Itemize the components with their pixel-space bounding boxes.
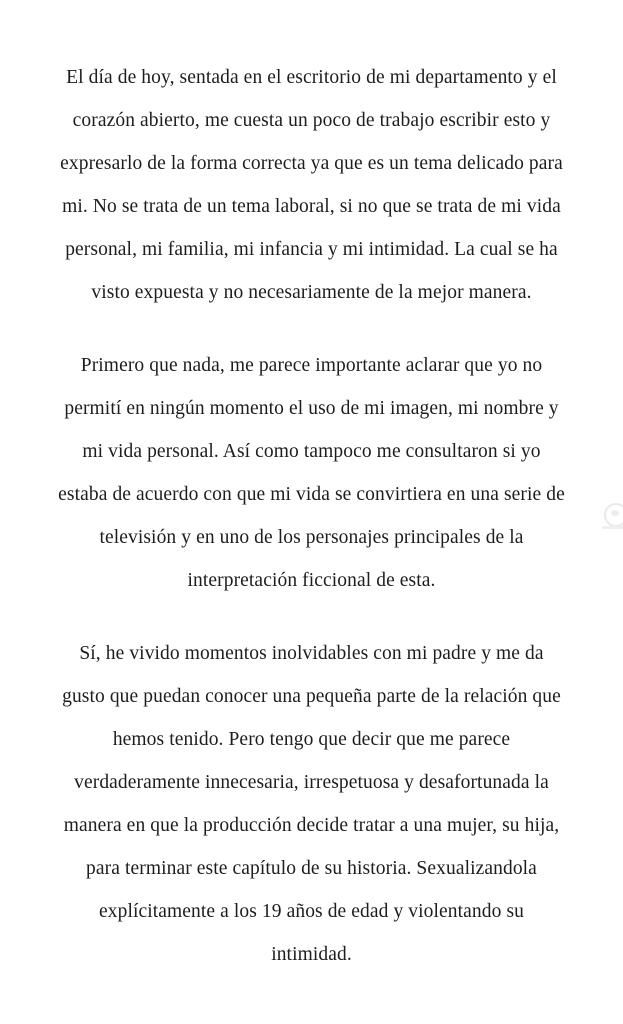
faint-badge-icon [604,503,623,529]
paragraph-2: Primero que nada, me parece importante aclarar que yo no permití en ningún momento el uso de mi imagen, mi nombre y mi vida personal. Así como tampoco me consultaron si yo estaba de acuerdo con que mi vida se convirtiera en una serie de televisión y en uno de los personajes principales de la interpretación ficcional de esta. [58,355,565,591]
statement-text [58,56,566,976]
badge-base [602,526,623,529]
paragraph-3: Sí, he vivido momentos inolvidables con mi padre y me da gusto que puedan conocer una pequeña parte de la relación que hemos tenido. Pero tengo que decir que me parece verdaderamente innecesaria, irrespetuosa y desafortunada la manera en que la producción decide tratar a una mujer, su hija, para terminar este capítulo de su historia. Sexualizandola explícitamente a los 19 años de edad y violentando su intimidad. [62,643,561,965]
paragraph-1: El día de hoy, sentada en el escritorio de mi departamento y el corazón abierto, me cuesta un poco de trabajo escribir esto y expresarlo de la forma correcta ya que es un tema delicado para mi. No se trata de un tema laboral, si no que se trata de mi vida personal, mi familia, mi infancia y mi intimidad. La cual se ha visto expuesta y no necesariamente de la mejor manera. [60,67,563,303]
badge-dot [611,510,619,516]
